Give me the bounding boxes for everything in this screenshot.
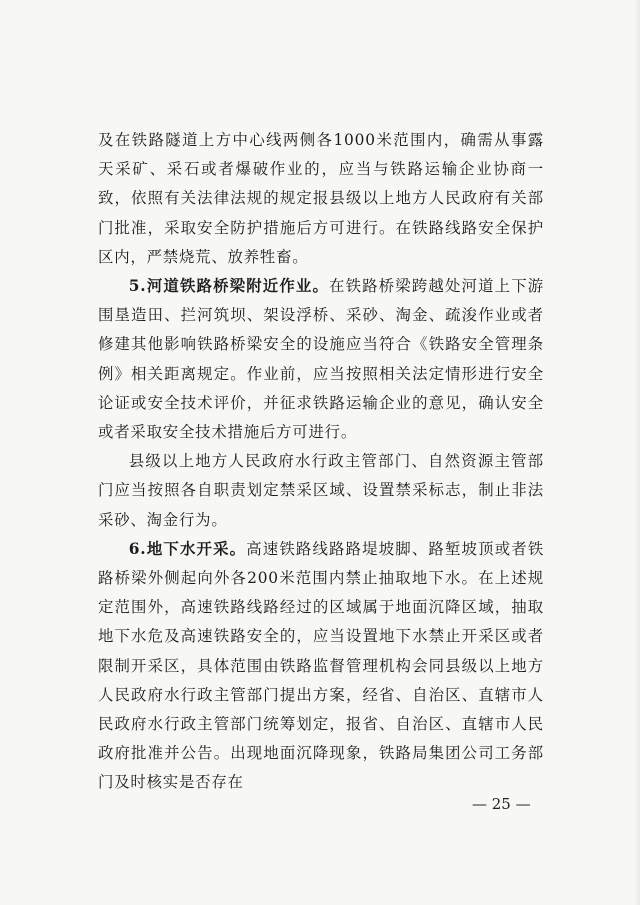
section-6-heading: 6.地下水开采。 (128, 539, 247, 558)
body-text (98, 126, 544, 798)
paragraph-1-text: 及在铁路隧道上方中心线两侧各1000米范围内，确需从事露天采矿、采石或者爆破作业的，应当与铁路运输企业协商一致，依照有关法律法规的规定报县级以上地方人民政府有关部门批准，采取安全防护措施后方可进行。在铁路线路安全保护区内，严禁烧荒、放养牲畜。 (98, 131, 544, 266)
paragraph-4 (98, 535, 544, 798)
paragraph-2 (98, 272, 544, 447)
page-edge-shadow (634, 0, 640, 905)
section-5-heading: 5.河道铁路桥梁附近作业。 (128, 277, 330, 296)
paragraph-3-text: 县级以上地方人民政府水行政主管部门、自然资源主管部门应当按照各自职责划定禁采区域、设置禁采标志，制止非法采砂、淘金行为。 (98, 452, 544, 529)
paragraph-1 (98, 126, 544, 272)
page-number: — 25 — (472, 795, 531, 813)
paragraph-3 (98, 447, 544, 535)
paragraph-4-text: 高速铁路线路路堤坡脚、路堑坡顶或者铁路桥梁外侧起向外各200米范围内禁止抽取地下水。在上述规定范围外，高速铁路线路经过的区域属于地面沉降区域，抽取地下水危及高速铁路安全的，应当设置地下水禁止开采区或者限制开采区，具体范围由铁路监督管理机构会同县级以上地方人民政府水行政主管部门提出方案，经省、自治区、直辖市人民政府水行政主管部门统筹划定，报省、自治区、直辖市人民政府批准并公告。出现地面沉降现象，铁路局集团公司工务部门及时核实是否存在 (98, 539, 545, 792)
paragraph-2-text: 在铁路桥梁跨越处河道上下游围垦造田、拦河筑坝、架设浮桥、采砂、淘金、疏浚作业或者修建其他影响铁路桥梁安全的设施应当符合《铁路安全管理条例》相关距离规定。作业前，应当按照相关法定情形进行安全论证或安全技术评价，并征求铁路运输企业的意见，确认安全或者采取安全技术措施后方可进行。 (98, 277, 545, 442)
